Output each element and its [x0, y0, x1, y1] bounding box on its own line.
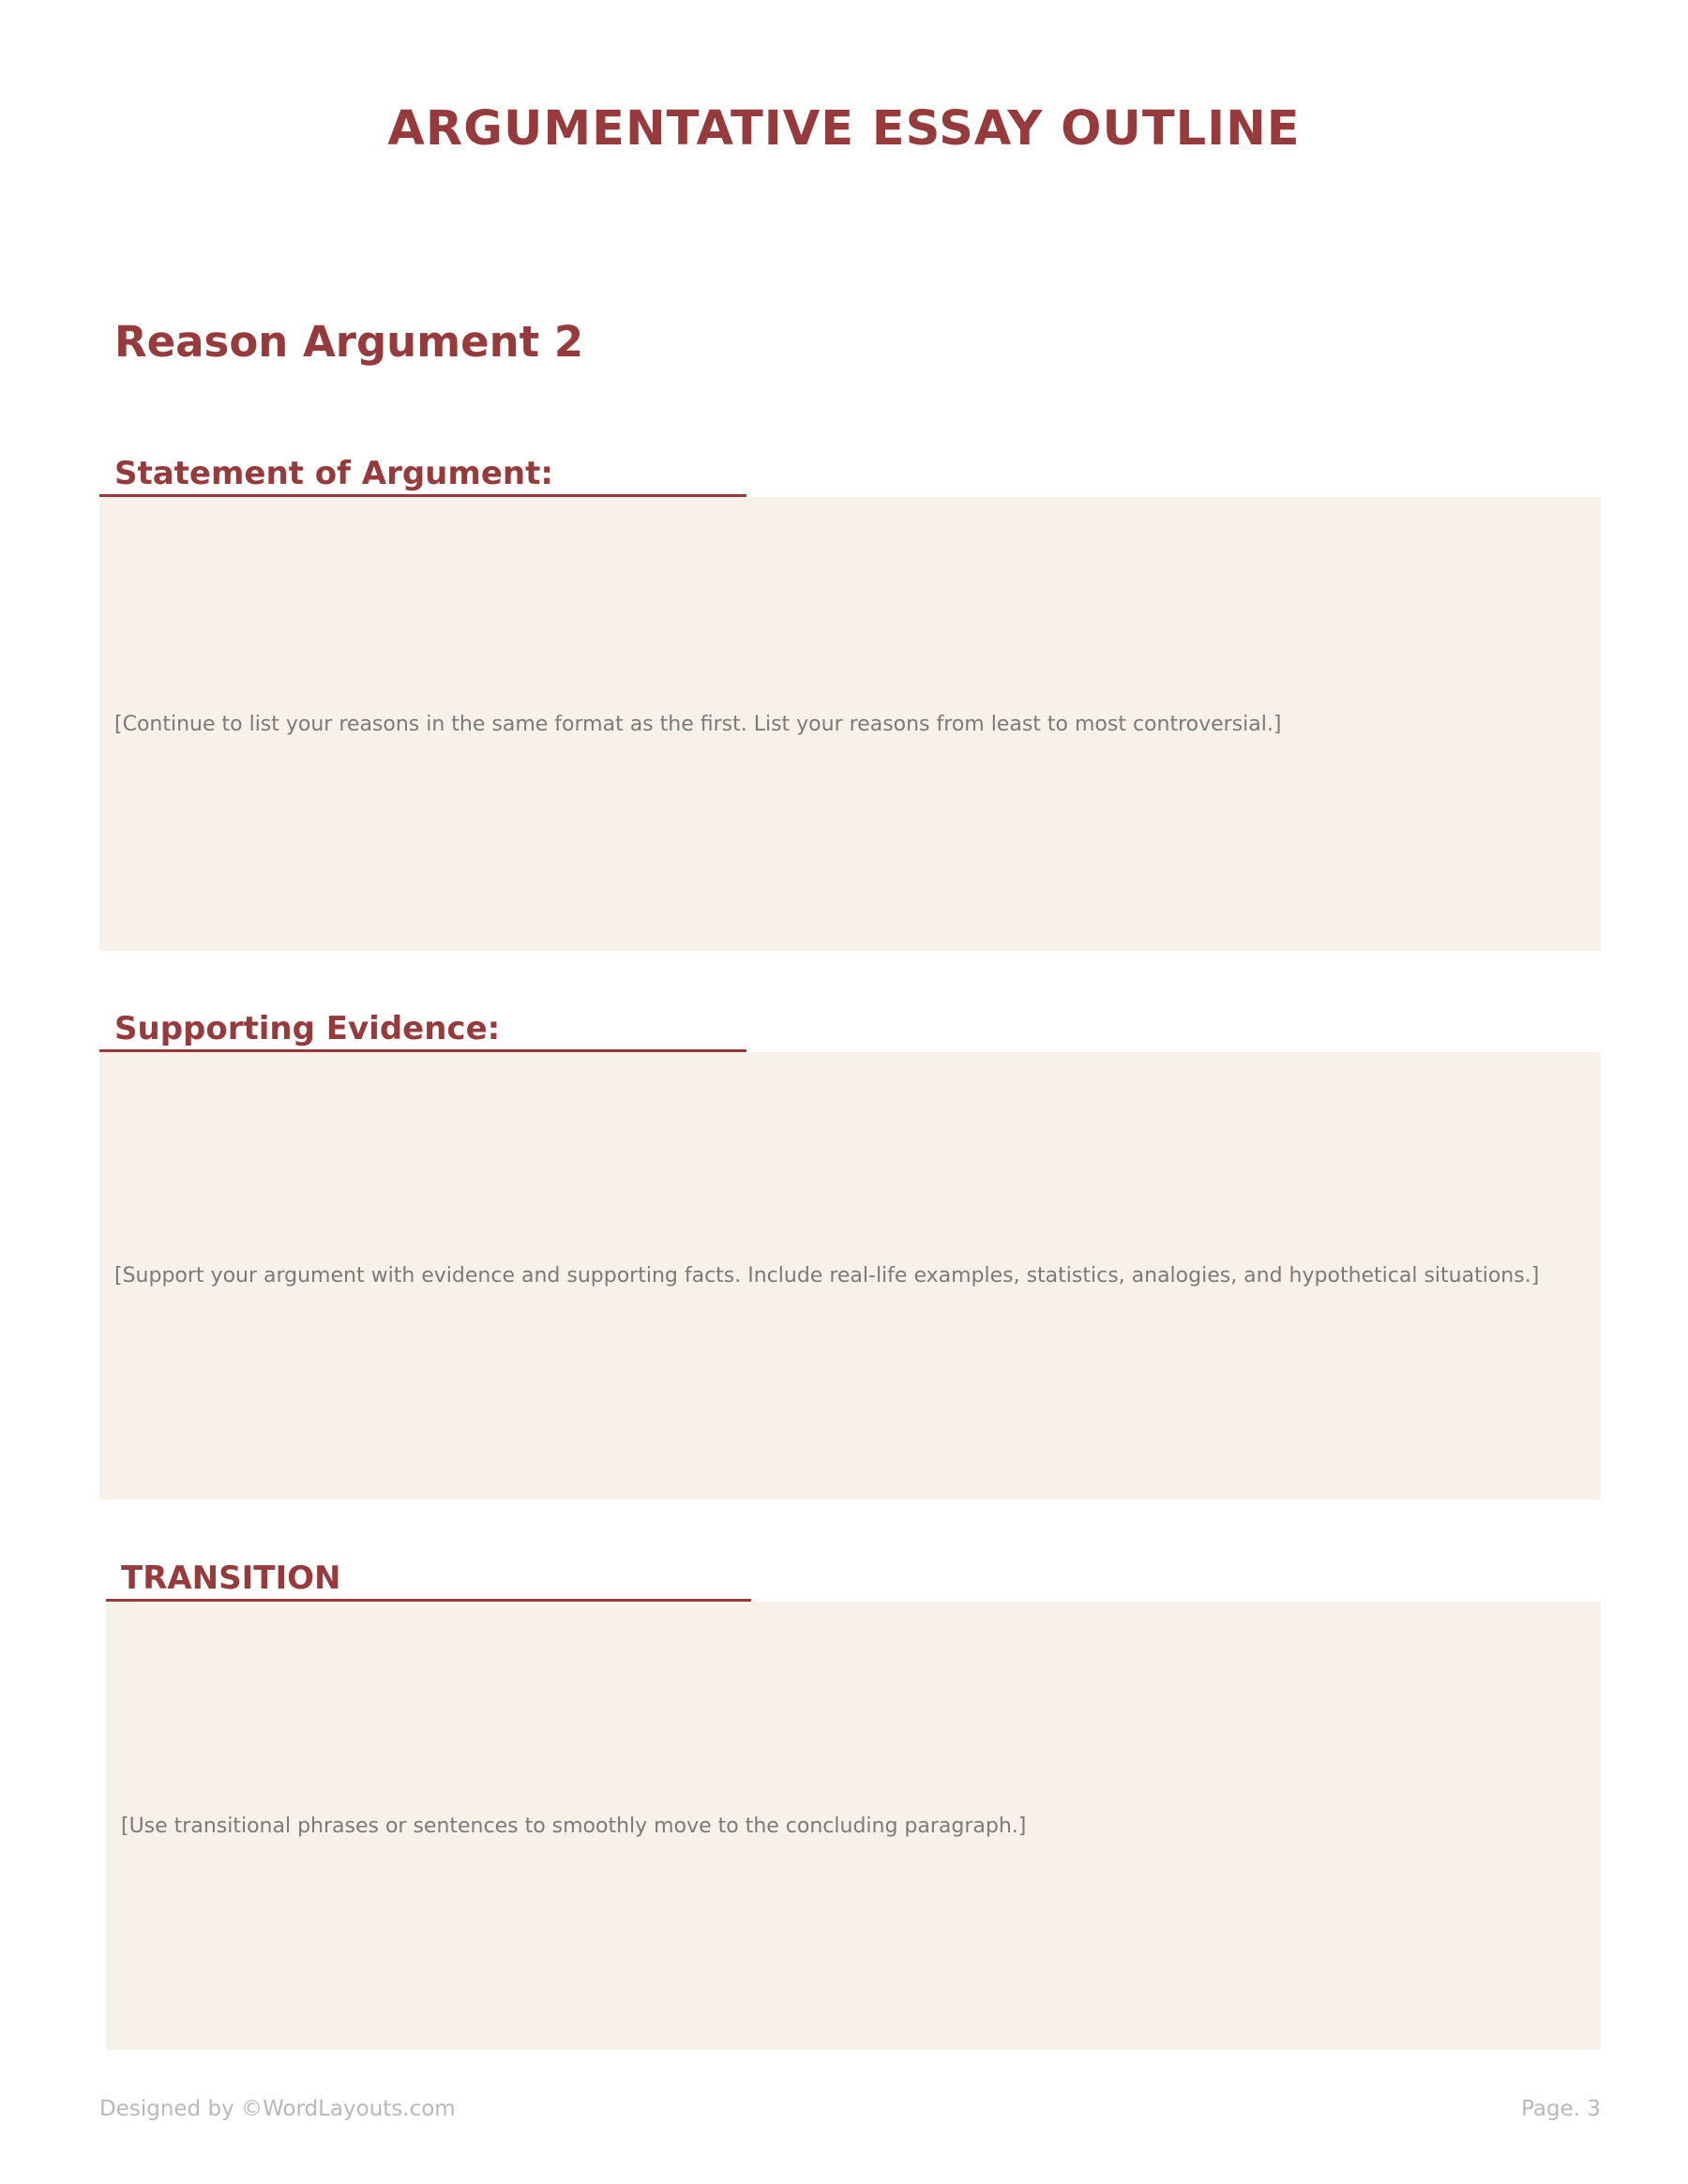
- page-number: Page. 3: [1521, 2097, 1601, 2121]
- supporting-evidence-placeholder: [Support your argument with evidence and supporting facts. Include real-life examples, statistics, analogies, and hypothetical situations.]: [114, 1264, 1540, 1288]
- footer-credit: Designed by ©WordLayouts.com: [99, 2097, 456, 2121]
- transition-placeholder: [Use transitional phrases or sentences to smoothly move to the concluding paragraph.]: [121, 1814, 1027, 1838]
- section-heading: Reason Argument 2: [114, 317, 584, 367]
- transition-box[interactable]: [106, 1602, 1601, 2050]
- statement-of-argument-placeholder: [Continue to list your reasons in the same format as the first. List your reasons from least to most controversial.]: [114, 712, 1282, 736]
- supporting-evidence-label: Supporting Evidence:: [114, 1010, 501, 1047]
- supporting-evidence-box[interactable]: [99, 1052, 1601, 1499]
- transition-label: TRANSITION: [121, 1559, 341, 1597]
- statement-of-argument-label: Statement of Argument:: [114, 455, 553, 492]
- statement-of-argument-box[interactable]: [99, 497, 1601, 951]
- document-title: ARGUMENTATIVE ESSAY OUTLINE: [387, 101, 1301, 157]
